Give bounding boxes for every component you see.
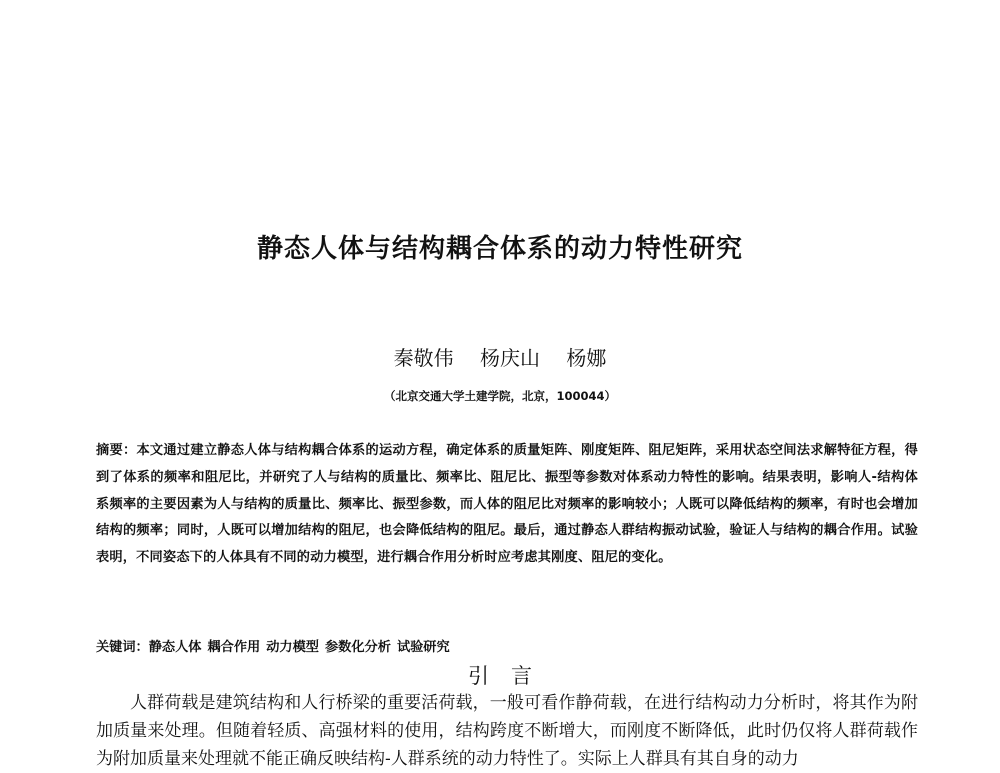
keywords: [96, 636, 918, 655]
keyword: 动力模型: [266, 640, 319, 655]
abstract: [96, 438, 918, 572]
author-name: 杨庆山: [480, 346, 540, 370]
author-affiliation: （北京交通大学土建学院，北京，100044）: [383, 389, 616, 403]
abstract-label: 摘要：: [96, 443, 137, 458]
keyword: 静态人体: [148, 640, 202, 655]
keyword: 试验研究: [396, 640, 450, 655]
author-name: 秦敬伟: [393, 346, 454, 370]
keyword: 参数化分析: [325, 640, 391, 655]
keywords-label: 关键词：: [96, 640, 149, 655]
author-name: 杨娜: [566, 346, 607, 370]
body-paragraph: 人群荷载是建筑结构和人行桥梁的重要活荷载，一般可看作静荷载，在进行结构动力分析时，将其作为附加质量来处理。但随着轻质、高强材料的使用，结构跨度不断增大，而刚度不断降低，此时仍仅将人群荷载作为附加质量来处理就不能正确反映结构-人群系统的动力特性了。实际上人群具有其自身的动力: [96, 693, 918, 769]
section-heading: 引言: [468, 664, 554, 688]
abstract-text: 本文通过建立静态人体与结构耦合体系的运动方程，确定体系的质量矩阵、刚度矩阵、阻尼矩阵，采用状态空间法求解特征方程，得到了体系的频率和阻尼比，并研究了人与结构的质量比、频率比、阻尼比、振型等参数对体系动力特性的影响。结果表明，影响人-结构体系频率的主要因素为人与结构的质量比、频率比、振型参数，而人体的阻尼比对频率的影响较小；人既可以降低结构的频率，有时也会增加结构的频率；同时，人既可以增加结构的阻尼，也会降低结构的阻尼。最后，通过静态人群结构振动试验，验证人与结构的耦合作用。试验表明，不同姿态下的人体具有不同的动力模型，进行耦合作用分析时应考虑其刚度、阻尼的变化。: [96, 443, 918, 566]
author-list: [0, 342, 1000, 371]
keyword: 耦合作用: [207, 640, 261, 655]
paper-title: 静态人体与结构耦合体系的动力特性研究: [256, 234, 743, 264]
